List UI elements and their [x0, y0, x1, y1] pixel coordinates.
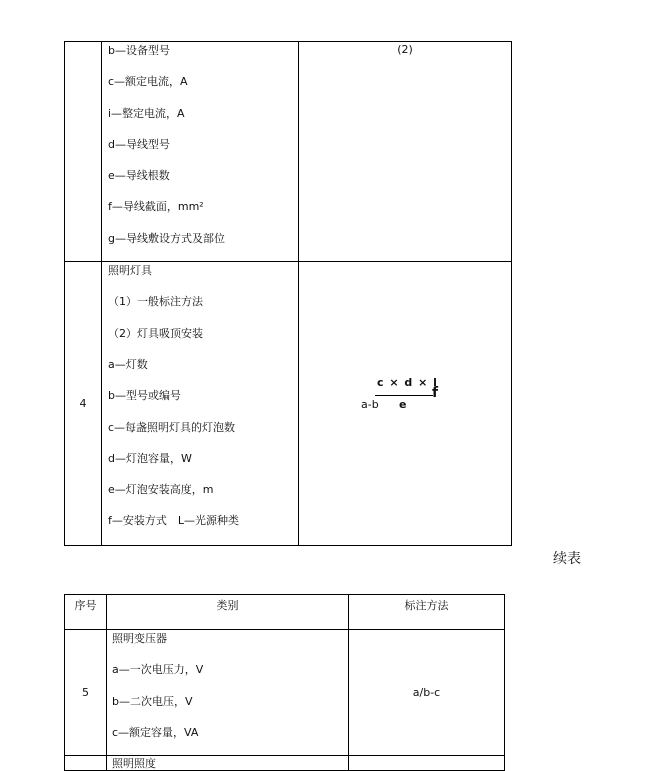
- table-row: [65, 756, 505, 771]
- header-serial: 序号: [65, 595, 107, 630]
- list-item: e—导线根数: [108, 169, 170, 183]
- list-item: b—型号或编号: [108, 389, 181, 403]
- list-item: e—灯泡安装高度，m: [108, 483, 214, 497]
- row-number-cell: [65, 756, 107, 771]
- fraction-bar: [375, 395, 433, 396]
- list-item: d—灯泡容量，W: [108, 451, 192, 465]
- row-number-cell: [65, 42, 102, 262]
- list-item: f—安装方式 L—光源种类: [108, 514, 240, 528]
- header-row: [65, 595, 505, 630]
- continued-label: 续表: [553, 551, 581, 567]
- list-item: a—一次电压力，V: [112, 663, 204, 677]
- mark-cell: [349, 756, 505, 771]
- list-item: a—灯数: [108, 357, 148, 371]
- header-category: 类别: [107, 595, 349, 630]
- mark-method-label: (2): [397, 43, 413, 56]
- formula-suffix: f: [432, 385, 439, 402]
- list-item: 照明变压器: [112, 632, 167, 645]
- list-item: c—额定容量，VA: [112, 725, 199, 739]
- header-mark-method: 标注方法: [349, 595, 505, 630]
- formula-denominator: e: [399, 398, 407, 412]
- list-item: b—二次电压，V: [112, 694, 193, 708]
- row-number-cell: 5: [65, 630, 107, 756]
- list-item: f—导线截面，mm²: [108, 200, 204, 214]
- list-item: （2）灯具吸顶安装: [108, 326, 203, 340]
- category-cell: [107, 630, 349, 756]
- list-item: 照明照度: [112, 757, 156, 771]
- row-number-cell: 4: [65, 262, 102, 546]
- list-item: 照明灯具: [108, 264, 152, 278]
- formula-prefix: a-b: [361, 398, 379, 412]
- lamp-formula: [299, 262, 511, 545]
- category-cell: [107, 756, 349, 771]
- mark-cell: [299, 262, 512, 546]
- list-item: b—设备型号: [108, 44, 170, 57]
- list-item: g—导线敷设方式及部位: [108, 231, 225, 245]
- formula-numerator: c × d × l: [377, 376, 438, 390]
- list-item: （1）一般标注方法: [108, 295, 203, 309]
- category-cell: [102, 262, 299, 546]
- legend-table-lower: [64, 594, 505, 771]
- table-row: [65, 630, 505, 756]
- mark-cell: [299, 42, 512, 262]
- legend-table-upper: [64, 41, 512, 546]
- table-row: [65, 42, 512, 262]
- list-item: d—导线型号: [108, 137, 170, 151]
- list-item: i—整定电流，A: [108, 106, 185, 120]
- list-item: c—每盏照明灯具的灯泡数: [108, 420, 236, 434]
- table-row: [65, 262, 512, 546]
- mark-cell: a/b-c: [349, 630, 505, 756]
- category-cell: [102, 42, 299, 262]
- list-item: c—额定电流，A: [108, 75, 188, 89]
